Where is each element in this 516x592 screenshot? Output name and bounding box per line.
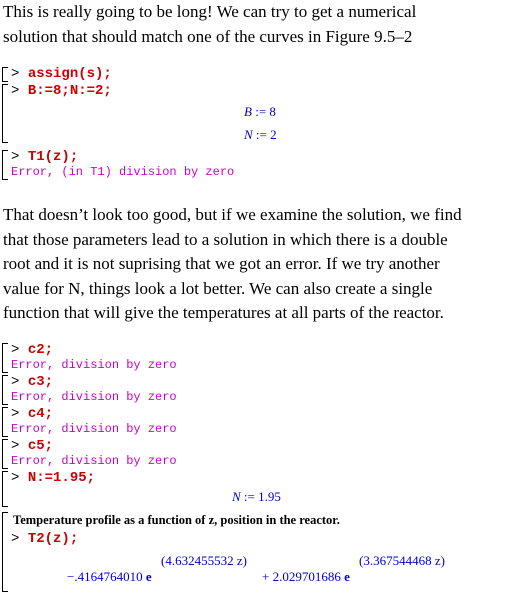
explanation-paragraph [3,203,515,326]
output-B [244,104,276,120]
exec-group-assign [2,66,112,82]
term-2 [262,569,350,585]
input-command: T2(z); [27,531,79,547]
output-N2 [232,489,281,505]
output-var: N [244,127,253,142]
input-line-c3[interactable] [11,374,53,390]
output-op: := [255,104,267,119]
error-message: Error, division by zero [11,358,177,372]
exec-group-T2 [2,512,445,592]
output-val: 8 [269,104,276,119]
prompt-symbol: > [11,531,20,547]
input-command: assign(s); [27,66,112,82]
input-line-c4[interactable] [11,406,53,422]
exec-group-c5 [2,438,177,469]
exec-group-params [2,83,277,143]
term-1 [67,569,152,585]
error-message: Error, (in T1) division by zero [11,165,235,179]
input-command: c4; [27,406,54,422]
output-val: 2 [270,127,277,142]
output-var: N [232,489,241,504]
input-line-T1[interactable] [11,149,78,165]
output-val: 1.95 [258,489,281,504]
intro-paragraph [3,0,515,49]
input-command: N:=1.95; [27,470,96,486]
prompt-symbol: > [11,342,20,358]
prompt-symbol: > [11,66,20,82]
input-line-c5[interactable] [11,438,53,454]
input-line-params[interactable] [11,83,112,99]
exponent-1: (4.632455532 z) [161,553,247,568]
error-message: Error, division by zero [11,390,177,404]
exec-group-T1 [2,149,235,180]
output-op: := [243,489,255,504]
input-line-N2[interactable] [11,470,95,486]
text-line: value for N, things look a lot better. We can also create a single [3,278,433,298]
prompt-symbol: > [11,470,20,486]
input-line-T2[interactable] [11,531,78,547]
euler-e: e [145,569,152,584]
coefficient-1: −.4164764010 [67,569,143,584]
plus-sign: + [262,569,270,584]
output-var: B [244,104,252,119]
prompt-symbol: > [11,83,20,99]
error-message: Error, division by zero [11,454,177,468]
euler-e: e [344,569,350,584]
error-message: Error, division by zero [11,422,177,436]
coefficient-2: 2.029701686 [272,569,341,584]
input-command: B:=8;N:=2; [27,83,112,99]
section-note: Temperature profile as a function of z, position in the reactor. [13,513,340,527]
prompt-symbol: > [11,374,20,390]
input-line-assign[interactable] [11,66,112,82]
text-line: that those parameters lead to a solution in which there is a double [3,229,448,249]
input-command: T1(z); [27,149,79,165]
text-line: function that will give the temperatures at all parts of the reactor. [3,303,444,322]
exponent-2: (3.367544468 z) [359,553,445,568]
input-command: c3; [27,374,54,390]
input-line-c2[interactable] [11,342,53,358]
exec-group-c3 [2,374,177,405]
exec-group-c2 [2,342,177,373]
text-line: root and it is not suprising that we got an error. If we try another [3,254,440,273]
text-line: This is really going to be long! We can try to get a numerical [3,2,417,21]
output-op: := [255,127,267,142]
prompt-symbol: > [11,406,20,422]
input-command: c5; [27,438,54,454]
text-line: solution that should match one of the curves in Figure 9.5–2 [3,26,413,46]
prompt-symbol: > [11,149,20,165]
input-command: c2; [27,342,54,358]
text-line: That doesn’t look too good, but if we examine the solution, we find [3,205,462,224]
exec-group-N2 [2,470,281,507]
output-N [244,127,277,143]
exec-group-c4 [2,406,177,437]
prompt-symbol: > [11,438,20,454]
